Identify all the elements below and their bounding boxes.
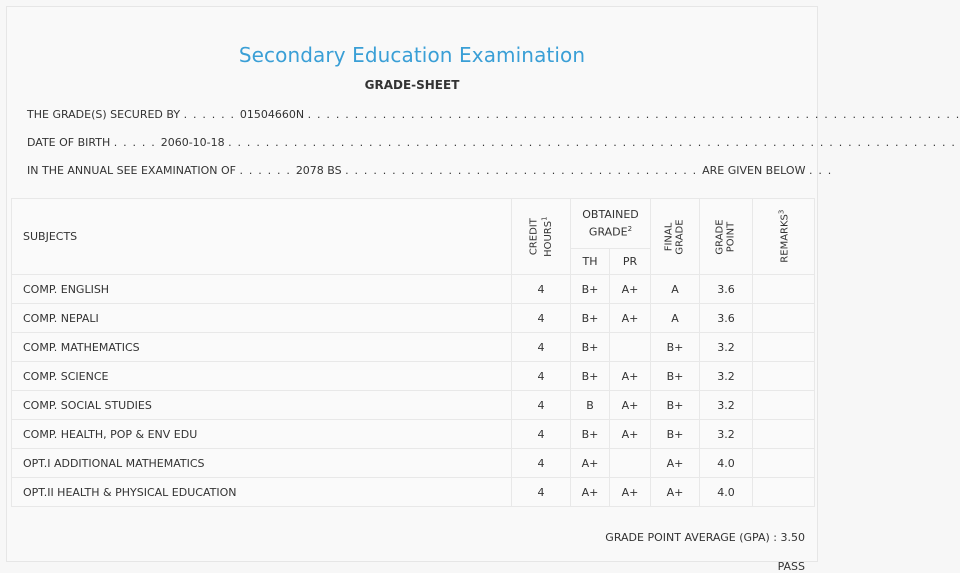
info-exam: IN THE ANNUAL SEE EXAMINATION OF . . . . . . 2078 BS . . . . . . . . . . . . . . . . . . . . . . . . . . . . . . . . . . . . . . ARE GIVEN BELOW . . . — [27, 164, 833, 177]
cell-subject: OPT.I ADDITIONAL MATHEMATICS — [12, 449, 512, 478]
table-row — [12, 449, 815, 478]
cell-grade-point: 3.6 — [700, 275, 753, 304]
header-remarks: REMARKS$^3$ — [753, 199, 815, 275]
cell-remarks — [753, 420, 815, 449]
cell-credit: 4 — [512, 304, 571, 333]
cell-final-grade: A — [651, 304, 700, 333]
cell-credit: 4 — [512, 391, 571, 420]
table-row — [12, 391, 815, 420]
cell-final-grade: A+ — [651, 449, 700, 478]
cell-grade-point: 3.2 — [700, 420, 753, 449]
cell-final-grade: A — [651, 275, 700, 304]
cell-th: B — [571, 391, 610, 420]
cell-subject: COMP. HEALTH, POP & ENV EDU — [12, 420, 512, 449]
cell-credit: 4 — [512, 420, 571, 449]
cell-pr: A+ — [610, 391, 651, 420]
header-th: TH — [571, 249, 610, 275]
cell-pr: A+ — [610, 420, 651, 449]
cell-subject: COMP. SOCIAL STUDIES — [12, 391, 512, 420]
cell-grade-point: 3.2 — [700, 362, 753, 391]
cell-grade-point: 3.6 — [700, 304, 753, 333]
cell-th: B+ — [571, 304, 610, 333]
cell-th: B+ — [571, 362, 610, 391]
cell-grade-point: 4.0 — [700, 478, 753, 507]
info-secured-by: THE GRADE(S) SECURED BY . . . . . . 01504660N . . . . . . . . . . . . . . . . . . . . . . . . . . . . . . . . . . . . . . . . . . . . . . . . . . . . . . . . . . . . . . . . . . . . . . — [27, 108, 960, 121]
header-grade-point: GRADE POINT — [700, 199, 753, 275]
dob-value: 2060-10-18 — [160, 136, 225, 149]
page-title: Secondary Education Examination — [238, 43, 586, 67]
cell-pr: A+ — [610, 478, 651, 507]
given-label: ARE GIVEN BELOW — [702, 164, 806, 177]
gpa-value: 3.50 — [780, 531, 805, 544]
cell-final-grade: A+ — [651, 478, 700, 507]
cell-grade-point: 4.0 — [700, 449, 753, 478]
cell-th: B+ — [571, 333, 610, 362]
dob-label: DATE OF BIRTH — [27, 136, 111, 149]
header-subjects: SUBJECTS — [12, 199, 512, 275]
cell-subject: COMP. NEPALI — [12, 304, 512, 333]
cell-th: B+ — [571, 275, 610, 304]
grade-sheet — [6, 6, 960, 573]
cell-credit: 4 — [512, 362, 571, 391]
cell-subject: COMP. SCIENCE — [12, 362, 512, 391]
cell-pr — [610, 449, 651, 478]
cell-pr — [610, 333, 651, 362]
table-row — [12, 304, 815, 333]
cell-remarks — [753, 478, 815, 507]
header-final-grade: FINAL GRADE — [651, 199, 700, 275]
cell-credit: 4 — [512, 275, 571, 304]
secured-label: THE GRADE(S) SECURED BY — [27, 108, 181, 121]
grades-table — [11, 198, 815, 507]
cell-remarks — [753, 362, 815, 391]
cell-pr: A+ — [610, 275, 651, 304]
cell-remarks — [753, 304, 815, 333]
cell-pr: A+ — [610, 362, 651, 391]
gpa-label: GRADE POINT AVERAGE (GPA) : — [605, 531, 777, 544]
exam-value: 2078 BS — [295, 164, 342, 177]
header-obtained-grade: OBTAINED GRADE$^2$ — [571, 199, 651, 249]
cell-remarks — [753, 275, 815, 304]
cell-final-grade: B+ — [651, 333, 700, 362]
cell-grade-point: 3.2 — [700, 391, 753, 420]
header-pr: PR — [610, 249, 651, 275]
info-dob: DATE OF BIRTH . . . . . 2060-10-18 . . . . . . . . . . . . . . . . . . . . . . . . . . . . . . . . . . . . . . . . . . . . . . . . . . . . . . . . . . . . . . . . . . . . . . . . . . . . . . — [27, 136, 957, 149]
cell-final-grade: B+ — [651, 362, 700, 391]
gpa-line — [605, 531, 805, 544]
result-status: PASS — [777, 560, 805, 573]
cell-th: A+ — [571, 478, 610, 507]
cell-th: A+ — [571, 449, 610, 478]
page-subtitle: GRADE-SHEET — [364, 78, 460, 92]
cell-credit: 4 — [512, 449, 571, 478]
cell-final-grade: B+ — [651, 391, 700, 420]
secured-value: 01504660N — [239, 108, 305, 121]
cell-credit: 4 — [512, 478, 571, 507]
exam-label: IN THE ANNUAL SEE EXAMINATION OF — [27, 164, 236, 177]
table-row — [12, 420, 815, 449]
cell-subject: OPT.II HEALTH & PHYSICAL EDUCATION — [12, 478, 512, 507]
cell-credit: 4 — [512, 333, 571, 362]
cell-remarks — [753, 333, 815, 362]
cell-grade-point: 3.2 — [700, 333, 753, 362]
table-row — [12, 478, 815, 507]
cell-remarks — [753, 391, 815, 420]
cell-remarks — [753, 449, 815, 478]
cell-subject: COMP. ENGLISH — [12, 275, 512, 304]
table-row — [12, 362, 815, 391]
cell-final-grade: B+ — [651, 420, 700, 449]
header-credit-hours: CREDIT HOURS$^1$ — [512, 199, 571, 275]
cell-th: B+ — [571, 420, 610, 449]
table-row — [12, 275, 815, 304]
table-row — [12, 333, 815, 362]
cell-pr: A+ — [610, 304, 651, 333]
cell-subject: COMP. MATHEMATICS — [12, 333, 512, 362]
